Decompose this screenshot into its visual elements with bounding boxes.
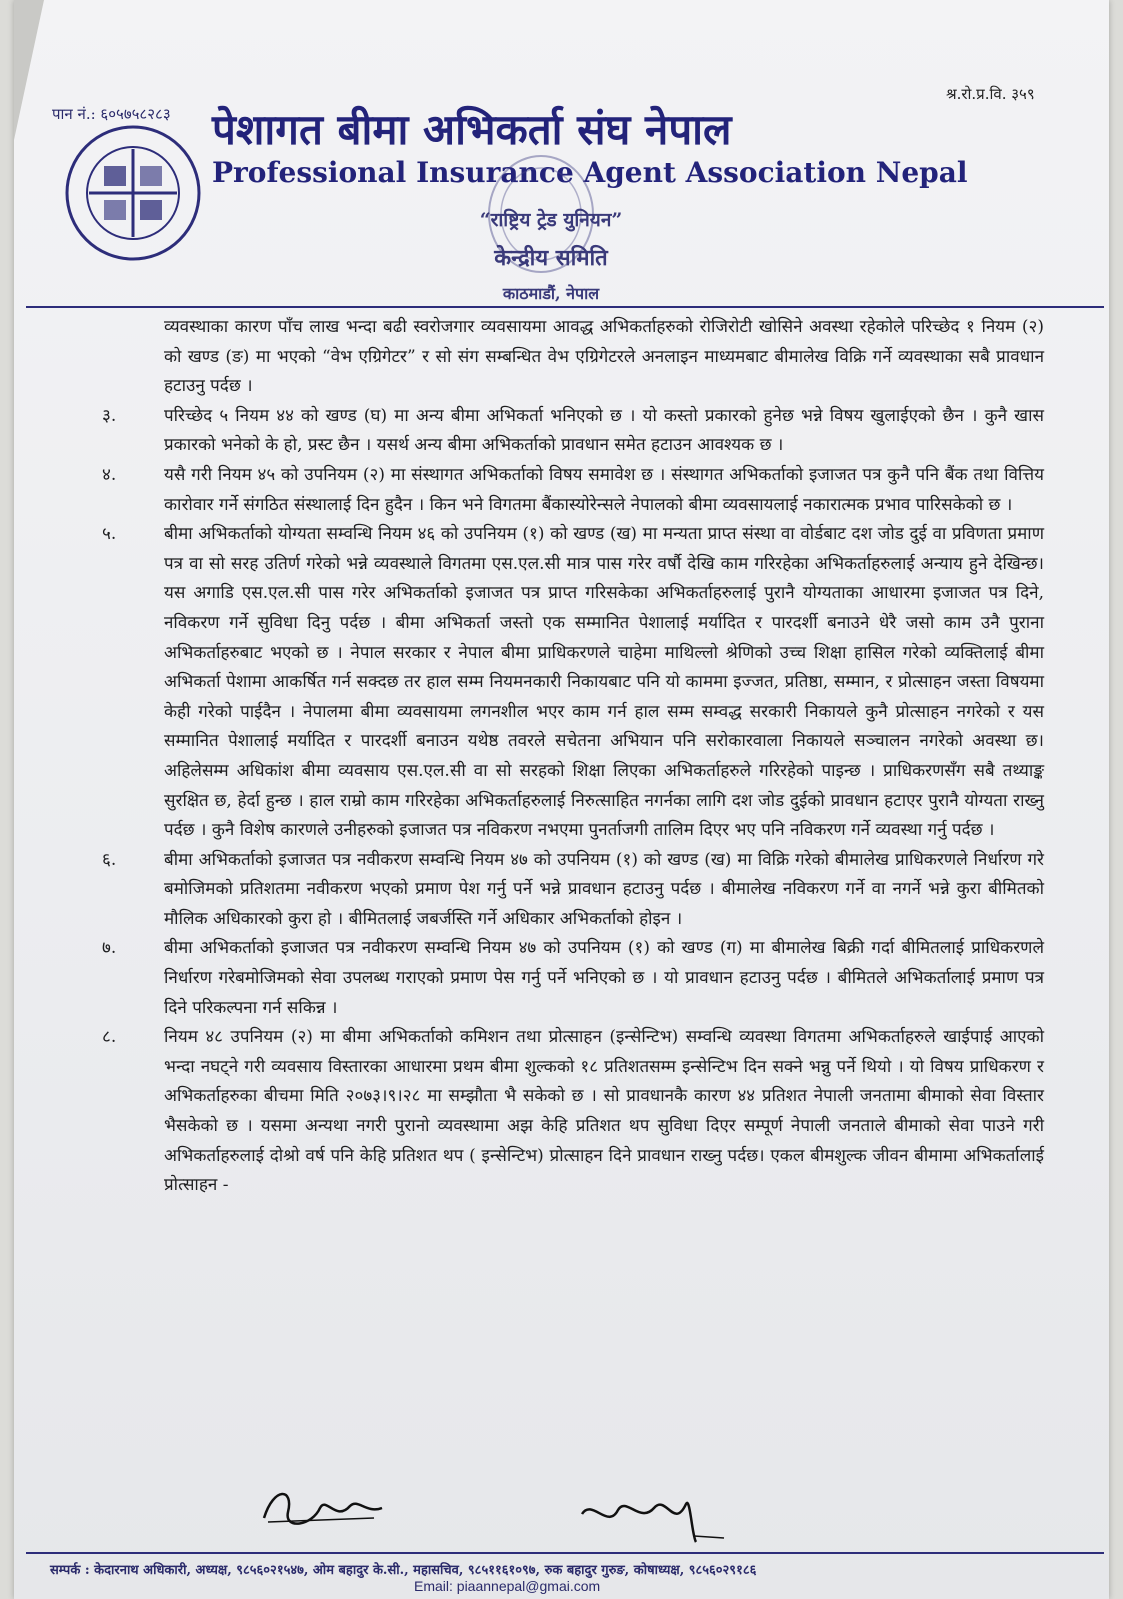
- point-number: ३.: [102, 405, 117, 426]
- signature-secretary: [574, 1484, 734, 1546]
- email-address: Email: piaannepal@gmai.com: [414, 1578, 601, 1594]
- point-6: [102, 846, 1044, 935]
- stamp-trade-union: “राष्ट्रिय ट्रेड युनियन”: [479, 209, 623, 231]
- point-7: [102, 934, 1044, 1023]
- signature-president: [254, 1478, 404, 1540]
- intro-paragraph: व्यवस्थाका कारण पाँच लाख भन्दा बढी स्वरोजगार व्यवसायमा आवद्ध अभिकर्ताहरुको रोजिरोटी खोसिने अवस्था रहेकोले परिच्छेद १ नियम (२) को खण्ड (ङ) मा भएको “वेभ एग्रिगेटर” र सो संग सम्बन्धित वेभ एग्रिगेटरले अनलाइन माध्यमबाट बीमालेख विक्रि गर्ने व्यवस्थाका सबै प्रावधान हटाउनु पर्दछ ।: [164, 317, 1044, 397]
- point-3: [102, 402, 1044, 461]
- point-text: बीमा अभिकर्ताको इजाजत पत्र नवीकरण सम्वन्धि नियम ४७ को उपनियम (१) को खण्ड (ग) मा बीमालेख बिक्री गर्दा बीमितलाई प्राधिकरणले निर्धारण गरेबमोजिमको सेवा उपलब्ध गराएको प्रमाण पेस गर्नु पर्ने भनिएको छ । यो प्रावधान हटाउनु पर्दछ । बीमितले अभिकर्तालाई प्रमाण पत्र दिने परिकल्पना गर्न सकिन्न ।: [164, 938, 1044, 1018]
- association-title-nepali: पेशागत बीमा अभिकर्ता संघ नेपाल: [212, 105, 732, 154]
- point-text: बीमा अभिकर्ताको योग्यता सम्वन्धि नियम ४६ को उपनियम (१) को खण्ड (ख) मा मन्यता प्राप्त संस्था वा वोर्डबाट दश जोड दुई वा प्रविणता प्रमाण पत्र वा सो सरह उतिर्ण गरेको भन्ने व्यवस्थाले विगतमा एस.एल.सी मात्र पास गरेर वर्षौ देखि काम गरिरहेका अभिकर्ताहरुलाई अन्याय हुने देखिन्छ। यस अगाडि एस.एल.सी पास गरेर अभिकर्ताको इजाजत पत्र प्राप्त गरिसकेका अभिकर्ताहरुलाई पुरानै योग्यताका आधारमा इजाजत पत्र दिने, नविकरण गर्ने सुविधा दिनु पर्दछ । बीमा अभिकर्ता जस्तो एक सम्मानित पेशालाई मर्यादित र पारदर्शी बनाउने धेरै जसो काम उनै पुराना अभिकर्ताहरुबाट भएको छ । नेपाल सरकार र नेपाल बीमा प्राधिकरणले चाहेमा माथिल्लो श्रेणिको उच्च शिक्षा हासिल गरेको व्यक्तिलाई बीमा अभिकर्ता पेशामा आकर्षित गर्न सक्दछ तर हाल सम्म नियमनकारी निकायबाट पनि यो काममा इज्जत, प्रतिष्ठा, सम्मान, र प्रोत्साहन जस्ता विषयमा केही गरेको पाईदैन । नेपालमा बीमा व्यवसायमा लगनशील भएर काम गर्न हाल सम्म सम्वद्ध सरकारी निकायले कुनै प्रोत्साहन नगरेको र यस सम्मानित पेशालाई मर्यादित र पारदर्शी बनाउन यथेष्ठ तवरले सचेतना अभियान पनि सरोकारवाला निकायले सञ्चालन नगरेको अवस्था छ। अहिलेसम्म अधिकांश बीमा व्यवसाय एस.एल.सी वा सो सरहको शिक्षा लिएका अभिकर्ताहरुले गरिरहेको पाइन्छ । प्राधिकरणसँग सबै तथ्याङ्क सुरक्षित छ, हेर्दा हुन्छ । हाल राम्रो काम गरिरहेका अभिकर्ताहरुलाई निरुत्साहित नगर्नका लागि दश जोड दुईको प्रावधान हटाएर पुरानै योग्यता राख्नु पर्दछ । कुनै विशेष कारणले उनीहरुको इजाजत पत्र नविकरण नभएमा पुनर्ताजगी तालिम दिएर भए पनि नविकरण गर्ने व्यवस्था गर्नु पर्दछ ।: [164, 524, 1044, 841]
- point-number: ६.: [102, 849, 117, 870]
- association-logo: [64, 124, 202, 262]
- point-text: यसै गरी नियम ४५ को उपनियम (२) मा संस्थागत अभिकर्ताको विषय समावेश छ । संस्थागत अभिकर्ताको इजाजत पत्र कुनै पनि बैंक तथा वित्तिय कारोवार गर्ने संगठित संस्थालाई दिन हुदैन । किन भने विगतमा बैंकास्योरेन्सले नेपालको बीमा व्यवसायलाई नकारात्मक प्रभाव पारिसकेको छ ।: [164, 464, 1044, 515]
- contact-info: सम्पर्क : केदारनाथ अधिकारी, अध्यक्ष, ९८५६०२१५४७, ओम बहादुर के.सी., महासचिव, ९८५११६१०९७, रुक बहादुर गुरुङ, कोषाध्यक्ष, ९८५६०२९१८६: [50, 1563, 757, 1578]
- point-text: नियम ४८ उपनियम (२) मा बीमा अभिकर्ताको कमिशन तथा प्रोत्साहन (इन्सेन्टिभ) सम्वन्धि व्यवस्था विगतमा अभिकर्ताहरुले खाईपाई आएको भन्दा नघट्ने गरी व्यवसाय विस्तारका आधारमा प्रथम बीमा शुल्कको १८ प्रतिशतसम्म इन्सेन्टिभ दिन सक्ने भन्नु पर्ने थियो । यो विषय प्राधिकरण र अभिकर्ताहरुका बीचमा मिति २०७३।९।२८ मा सम्झौता भै सकेको छ । सो प्रावधानकै कारण ४४ प्रतिशत नेपाली जनतामा बीमाको सेवा विस्तार भैसकेको छ । यसमा अन्यथा नगरी पुरानो व्यवस्थामा अझ केहि प्रतिशत थप सुविधा दिएर सम्पूर्ण नेपाली जनताले बीमाको सेवा पाउने गरी अभिकर्ताहरुलाई दोश्रो वर्ष पनि केहि प्रतिशत थप ( इन्सेन्टिभ) प्रोत्साहन दिने प्रावधान राख्नु पर्दछ। एकल बीमशुल्क जीवन बीमामा अभिकर्तालाई प्रोत्साहन -: [164, 1027, 1044, 1196]
- header-divider: [26, 306, 1104, 308]
- letter-sheet: [14, 0, 1109, 1599]
- footer-divider: [26, 1552, 1104, 1554]
- stamp-location: काठमाडौं, नेपाल: [502, 284, 600, 303]
- folded-corner: [14, 0, 44, 140]
- association-title-english: Professional Insurance Agent Association Nepal: [212, 156, 968, 189]
- point-8: [102, 1023, 1044, 1201]
- point-number: ७.: [102, 938, 117, 959]
- point-text: परिच्छेद ५ नियम ४४ को खण्ड (घ) मा अन्य बीमा अभिकर्ता भनिएको छ । यो कस्तो प्रकारको हुनेछ भन्ने विषय खुलाईएको छैन । कुनै खास प्रकारको भनेको के हो, प्रस्ट छैन । यसर्थ अन्य बीमा अभिकर्ताको प्रावधान समेत हटाउन आवश्यक छ ।: [164, 405, 1044, 456]
- point-number: ५.: [102, 524, 117, 545]
- registration-number: श्र.रो.प्र.वि. ३५९: [946, 85, 1035, 103]
- letter-body: [102, 313, 1044, 1201]
- point-4: [102, 461, 1044, 520]
- stamp-central-committee: केन्द्रीय समिति: [494, 245, 608, 271]
- point-number: ४.: [102, 464, 117, 485]
- point-number: ८.: [102, 1027, 117, 1048]
- pan-number: पान नं.: ६०५७५८२८३: [52, 105, 171, 123]
- point-5: [102, 520, 1044, 846]
- point-text: बीमा अभिकर्ताको इजाजत पत्र नवीकरण सम्वन्धि नियम ४७ को उपनियम (१) को खण्ड (ख) मा विक्रि गरेको बीमालेख प्राधिकरणले निर्धारण गरे बमोजिमको प्रतिशतमा नवीकरण भएको प्रमाण पेश गर्नु पर्ने भन्ने प्रावधान हटाउनु पर्दछ । बीमालेख नविकरण गर्ने वा नगर्ने भन्ने कुरा बीमितको मौलिक अधिकारको कुरा हो । बीमितलाई जबर्जस्ति गर्ने अधिकार अभिकर्ताको होइन ।: [164, 849, 1044, 929]
